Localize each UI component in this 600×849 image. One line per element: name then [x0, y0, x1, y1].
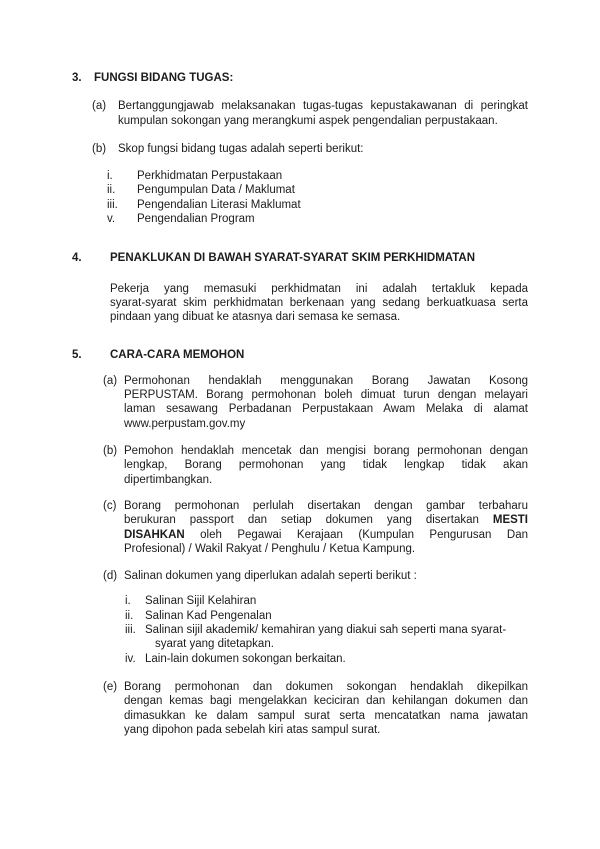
paragraph-line: Borang permohonan dan dokumen sokongan hendaklah dikepilkan	[124, 680, 528, 693]
list-item	[107, 212, 528, 226]
section-5-item-b	[72, 444, 528, 487]
list-item-numeral: iii.	[125, 624, 136, 637]
paragraph-line: Salinan sijil akademik/ kemahiran yang diakui sah seperti mana syarat-	[145, 624, 507, 637]
section-4-title: PENAKLUKAN DI BAWAH SYARAT-SYARAT SKIM PERKHIDMATAN	[110, 252, 476, 265]
paragraph-line: Salinan Kad Pengenalan	[145, 609, 272, 622]
item-b-label: (b)	[92, 142, 107, 155]
item-d-paragraph	[124, 569, 528, 583]
paragraph-line: Salinan Sijil Kelahiran	[145, 595, 257, 608]
list-item-numeral: iv.	[125, 652, 136, 665]
list-item	[107, 198, 528, 212]
section-4-paragraph	[110, 282, 528, 325]
section-5-title: CARA-CARA MEMOHON	[110, 348, 245, 361]
paragraph-line: Lain-lain dokumen sokongan berkaitan.	[145, 652, 346, 665]
item-b-paragraph	[118, 142, 528, 156]
paragraph-line: berukuran passport dan setiap dokumen yang disertakan MESTI	[124, 514, 528, 527]
section-3-roman-list	[72, 169, 528, 226]
list-item-numeral: iii.	[107, 198, 118, 211]
paragraph-line: Profesional) / Wakil Rakyat / Penghulu / Ketua Kampung.	[124, 542, 416, 555]
section-5-heading	[72, 348, 528, 362]
item-b-paragraph	[124, 444, 528, 487]
paragraph-line: dimasukkan ke dalam sampul surat serta mencatatkan nama jawatan	[124, 709, 528, 722]
paragraph-line: Skop fungsi bidang tugas adalah seperti berikut:	[118, 142, 364, 155]
paragraph-line: pindaan yang dibuat ke atasnya dari semasa ke semasa.	[110, 311, 401, 324]
list-item	[125, 609, 528, 623]
list-item	[107, 183, 528, 197]
list-item-text: Pengendalian Program	[137, 213, 255, 226]
list-item-text	[145, 609, 528, 623]
section-3-item-a	[72, 99, 528, 128]
section-3-heading	[72, 71, 528, 85]
paragraph-line: Borang permohonan perlulah disertakan dengan gambar terbaharu	[124, 499, 528, 512]
paragraph-line: Pekerja yang memasuki perkhidmatan ini adalah tertakluk kepada	[110, 282, 528, 295]
item-c-paragraph	[124, 499, 528, 556]
list-item-text: Pengendalian Literasi Maklumat	[137, 198, 301, 211]
list-item-numeral: i.	[125, 595, 131, 608]
paragraph-line: dengan kemas bagi mengelakkan keciciran dan kehilangan dokumen dan	[124, 695, 528, 708]
section-4-number: 4.	[72, 252, 82, 265]
section-5-item-a	[72, 374, 528, 431]
list-item-text: Perkhidmatan Perpustakaan	[137, 170, 283, 183]
list-item	[125, 652, 528, 666]
item-a-paragraph	[124, 374, 528, 431]
item-e-paragraph	[124, 680, 528, 737]
paragraph-line: laman sesawang Perbadanan Perpustakaan Awam Melaka di alamat	[124, 403, 528, 416]
item-d-label: (d)	[103, 570, 118, 583]
list-item-text: Pengumpulan Data / Maklumat	[137, 184, 295, 197]
section-3-number: 3.	[72, 72, 82, 84]
list-item-numeral: v.	[107, 213, 116, 226]
list-item-numeral: i.	[107, 170, 113, 183]
section-5-item-c	[72, 499, 528, 556]
paragraph-line: yang dipohon pada sebelah kiri atas sampul surat.	[124, 723, 381, 736]
section-5-number: 5.	[72, 348, 82, 361]
list-item-text	[145, 594, 528, 608]
list-item-numeral: ii.	[125, 609, 134, 622]
section-3-title: FUNGSI BIDANG TUGAS:	[94, 72, 234, 84]
paragraph-line: Salinan dokumen yang diperlukan adalah seperti berikut :	[124, 570, 417, 583]
list-item	[125, 623, 528, 652]
section-3-item-b	[72, 142, 528, 156]
website-url-text: www.perpustam.gov.my	[124, 417, 246, 430]
paragraph-line: syarat yang ditetapkan.	[155, 638, 274, 651]
paragraph-line: PERPUSTAM. Borang permohonan boleh dimuat turun dengan melayari	[124, 389, 528, 402]
paragraph-line: syarat-syarat skim perkhidmatan berkenaan yang sedang berkuatkuasa serta	[110, 296, 528, 309]
list-item	[125, 594, 528, 608]
paragraph-line: Pemohon hendaklah mencetak dan mengisi borang permohonan dengan	[124, 445, 528, 458]
paragraph-line: kumpulan sokongan yang merangkumi aspek pengendalian perpustakaan.	[118, 114, 498, 127]
item-a-paragraph	[118, 99, 528, 128]
item-c-label: (c)	[103, 499, 117, 512]
paragraph-line: DISAHKAN oleh Pegawai Kerajaan (Kumpulan Pengurusan Dan	[124, 528, 528, 541]
item-a-label: (a)	[103, 374, 118, 387]
item-b-label: (b)	[103, 445, 118, 458]
list-item-text	[145, 623, 528, 652]
item-e-label: (e)	[103, 680, 118, 693]
item-a-label: (a)	[92, 100, 107, 113]
paragraph-line: Bertanggungjawab melaksanakan tugas-tugas kepustakawanan di peringkat	[118, 100, 528, 113]
section-5-item-d	[72, 569, 528, 583]
list-item-text	[145, 652, 528, 666]
paragraph-line: dipertimbangkan.	[124, 473, 213, 486]
paragraph-line: Permohonan hendaklah menggunakan Borang Jawatan Kosong	[124, 374, 528, 387]
section-5-item-e	[72, 680, 528, 737]
section-4-heading	[72, 251, 528, 265]
list-item-numeral: ii.	[107, 184, 116, 197]
list-item	[107, 169, 528, 183]
section-5-roman-list	[72, 594, 528, 665]
document-content	[72, 71, 528, 737]
paragraph-line: lengkap, Borang permohonan yang tidak lengkap tidak akan	[124, 459, 528, 472]
